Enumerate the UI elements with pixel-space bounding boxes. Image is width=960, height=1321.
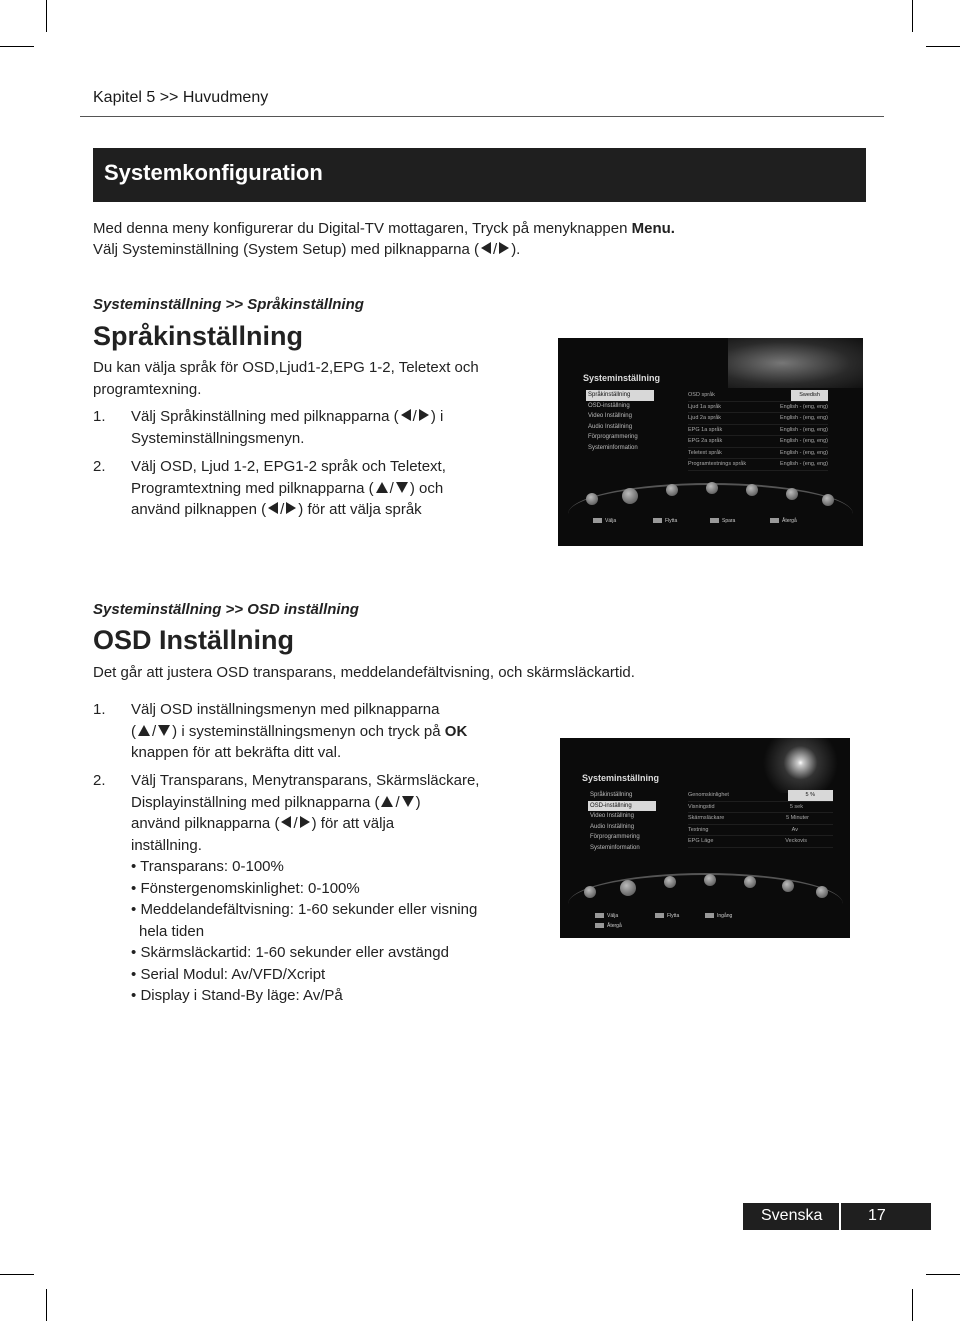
osd-menu [588,790,656,853]
key-icon [770,518,779,523]
key-icon [595,913,604,918]
setting-label: Teletext språk [688,449,722,456]
arrow-up-icon [381,796,393,807]
bullet-text: Meddelandefältvisning: 1-60 sekunder eller visning [140,901,478,918]
setting-value: Swedish [791,390,828,401]
osd-setting-row[interactable] [688,825,833,837]
section2-step1-line2 [131,721,533,743]
osd-title: Systeminställning [582,773,660,783]
osd-footer-move [653,518,677,524]
settings-icon [620,880,636,896]
section1-step1 [93,406,533,449]
bullet-item [131,856,543,878]
section1-desc-line2: programtexning. [93,380,202,398]
setting-value: English - (eng, eng) [780,426,828,433]
osd-footer-enter [705,913,732,919]
bullet-item [131,964,543,986]
page-number: 17 [868,1207,886,1224]
osd-menu-item[interactable]: Förprogrammering [590,834,640,840]
section2-step1 [93,699,533,764]
section1-step2 [93,456,553,521]
osd-footer-back [770,518,797,524]
osd-menu-item[interactable]: OSD-inställning [588,801,656,812]
intro-line-2-end: ). [511,241,521,258]
preview-image [728,338,863,388]
setting-label: EPG 1a språk [688,426,723,433]
screenshot-osd-settings [560,738,850,938]
arrow-right-icon [286,502,296,514]
preview-image [740,738,850,793]
section1-heading: Språkinställning [93,321,304,351]
slash: / [293,815,298,832]
step-number: 1. [93,408,106,425]
crop-mark-tl-v [46,0,47,32]
setting-value: English - (eng, eng) [780,449,828,456]
intro-text [93,218,675,260]
arrow-right-icon [300,816,310,828]
osd-footer-back [595,923,622,929]
intro-line-1-text: Med denna meny konfigurerar du Digital-TV mottagaren, Tryck på menyknappen [93,220,632,237]
crop-mark-tr-h [926,46,960,47]
header-rule [80,116,884,117]
osd-menu-item[interactable]: Video Inställning [588,413,632,419]
key-icon [655,913,664,918]
media-icon [706,482,718,494]
setting-label: Genomskinlighet [688,792,729,798]
step-text: ) för att välja [311,815,395,832]
network-icon [786,488,798,500]
arrow-down-icon [158,725,170,736]
arrow-left-icon [268,502,278,514]
osd-setting-row[interactable] [688,413,828,425]
arrow-up-icon [376,482,388,493]
osd-setting-row[interactable] [688,390,828,402]
bullet-text: Display i Stand-By läge: Av/På [140,987,343,1004]
network-icon [782,880,794,892]
section2-breadcrumb: Systeminställning >> OSD inställning [93,601,359,618]
language-label: Svenska [761,1207,823,1224]
step-number: 2. [93,458,106,475]
intro-line-2 [93,239,675,260]
slash: / [412,408,417,425]
step-text: Displayinställning med pilknapparna ( [131,793,380,811]
setting-value: English - (eng, eng) [780,403,828,410]
osd-settings-list [688,790,833,848]
slash: / [389,479,394,497]
step-text: använd pilknappen ( [131,501,267,518]
osd-settings-list [688,390,828,471]
section2-step1-line1: Välj OSD inställningsmenyn med pilknapparna [131,701,440,718]
media-icon [704,874,716,886]
osd-footer-select [593,518,616,524]
slash: / [395,793,400,811]
osd-title: Systeminställning [583,373,661,383]
osd-menu [586,390,654,453]
section1-step1-line2: Systeminställningsmenyn. [131,429,305,447]
osd-menu-item[interactable]: OSD-inställning [588,402,630,409]
tools-icon [822,494,834,506]
bullet-item [131,878,543,900]
footer-label: Flytta [665,518,678,524]
menu-key-label: Menu. [631,220,675,237]
bullet-icon: • [131,987,137,1004]
setting-label: EPG Läge [688,838,714,844]
paren: ( [131,722,136,740]
step-number: 2. [93,772,106,789]
arrow-up-icon [138,725,150,736]
arrow-right-icon [419,409,429,421]
section1-desc-line1: Du kan välja språk för OSD,Ljud1-2,EPG 1-2, Teletext och [93,359,479,376]
tools-icon [816,886,828,898]
osd-setting-row[interactable] [688,790,833,802]
section2-desc: Det går att justera OSD transparans, meddelandefältvisning, och skärmsläckartid. [93,664,635,681]
key-icon [653,518,662,523]
intro-line-1 [93,218,675,239]
ok-key-label: OK [444,722,468,740]
page-title-bar [93,148,866,202]
bullet-icon: • [131,901,137,918]
bullet-item [131,942,543,964]
bullet-item-continued: hela tiden [139,922,205,940]
section2-step2-line3 [131,813,543,835]
step-text: Programtextning med pilknapparna ( [131,479,374,497]
section1-step2-line3 [131,499,553,521]
osd-menu-item[interactable]: Systeminformation [588,444,638,451]
osd-menu-item[interactable]: Video Inställning [590,813,634,819]
footer-label: Ingång [717,913,733,919]
section1-desc [93,357,533,400]
setting-label: Skärmsläckare [688,815,725,821]
osd-menu-item[interactable]: Systeminformation [590,844,640,851]
section1-step2-line2 [131,478,553,500]
arrow-left-icon [481,242,491,254]
step-text: ) i systeminställningsmenyn och tryck på [172,722,445,740]
game-icon [744,876,756,888]
satellite-icon [586,493,598,505]
arrow-down-icon [396,482,408,493]
language-badge [743,1203,839,1230]
satellite-icon [584,886,596,898]
setting-label: Visningstid [688,803,715,810]
setting-value: 5 sek [789,803,803,810]
arrow-left-icon [281,816,291,828]
setting-value: 5 % [788,790,833,801]
setting-value: English - (eng, eng) [780,438,828,444]
key-icon [710,518,719,523]
arrow-left-icon [401,409,411,421]
intro-line-2-text: Välj Systeminställning (System Setup) med pilknapparna ( [93,241,480,258]
osd-setting-row[interactable] [688,836,833,848]
section1-step2-line1: Välj OSD, Ljud 1-2, EPG1-2 språk och Teletext, [131,458,446,475]
setting-value: English - (eng, eng) [780,461,828,467]
step-text: ) i [430,408,444,425]
setting-value: Av [791,826,798,833]
osd-setting-row[interactable] [688,459,828,471]
osd-menu-item[interactable]: Förprogrammering [588,434,638,440]
tv-icon [666,484,678,496]
footer-label: Återgå [782,518,797,524]
setting-label: EPG 2a språk [688,438,723,444]
footer-label: Återgå [607,923,622,929]
section2-step2-line2 [131,792,543,814]
crop-mark-br-v [912,1289,913,1321]
osd-footer-save [710,518,735,524]
setting-value: Veckovis [785,838,807,844]
crop-mark-bl-h [0,1274,34,1275]
setting-label: Ljud 1a språk [688,403,722,410]
bullet-icon: • [131,965,137,983]
section1-step1-line1 [131,406,533,428]
bullet-icon: • [131,944,137,961]
osd-menu-item[interactable]: Audio Inställning [588,423,633,430]
bullet-text: Transparans: 0-100% [140,858,284,875]
footer-label: Spara [722,518,736,524]
key-icon [593,518,602,523]
osd-setting-row[interactable] [688,448,828,460]
slash: / [152,722,157,740]
settings-icon [622,488,638,504]
step-text: Välj Språkinställning med pilknapparna ( [131,408,399,425]
bullet-item [131,985,543,1007]
step-text: använd pilknapparna ( [131,815,280,832]
page-title: Systemkonfiguration [104,160,323,185]
footer-label: Flytta [667,913,680,919]
crop-mark-bl-v [46,1289,47,1321]
arrow-right-icon [499,242,509,254]
step-text: ) för att välja språk [298,501,422,518]
bullet-item [131,899,543,921]
game-icon [746,484,758,496]
bullet-icon: • [131,858,137,875]
tv-icon [664,876,676,888]
section1-breadcrumb: Systeminställning >> Språkinställning [93,296,364,313]
section2-step2-line4: inställning. [131,836,202,854]
slash: / [280,501,285,518]
page-number-badge [841,1203,931,1230]
osd-setting-row[interactable] [688,802,833,814]
step-text: ) och [409,479,444,497]
setting-value: English - (eng, eng) [780,415,828,421]
setting-value: 5 Minuter [786,815,809,821]
osd-footer-move [655,913,679,919]
setting-label: Ljud 2a språk [688,415,722,421]
osd-setting-row[interactable] [688,402,828,414]
osd-setting-row[interactable] [688,425,828,437]
step-number: 1. [93,701,106,718]
key-icon [595,923,604,928]
arrow-down-icon [402,796,414,807]
bullet-text: Skärmsläckartid: 1-60 sekunder eller avstängd [140,944,449,961]
crop-mark-tl-h [0,46,34,47]
bullet-text: Fönstergenomskinlighet: 0-100% [140,879,360,897]
section2-step2 [93,770,543,1007]
screenshot-language-settings [558,338,863,546]
footer-label: Välja [607,913,619,919]
slash: / [493,241,498,258]
osd-footer-select [595,913,618,919]
osd-setting-row[interactable] [688,813,833,825]
key-icon [705,913,714,918]
bullet-icon: • [131,879,137,897]
section2-step2-line1: Välj Transparans, Menytransparans, Skärmsläckare, [131,772,480,789]
osd-setting-row[interactable] [688,436,828,448]
section2-heading: OSD Inställning [93,625,295,655]
setting-label: OSD språk [688,392,715,398]
bullet-text: Serial Modul: Av/VFD/Xcript [140,965,326,983]
chapter-header: Kapitel 5 >> Huvudmeny [93,89,269,106]
footer-label: Välja [605,518,617,524]
paren: ) [415,793,421,811]
osd-menu-item[interactable]: Språkinställning [590,792,633,798]
osd-menu-item[interactable]: Språkinställning [586,390,654,401]
setting-label: Textning [688,826,709,833]
section2-step1-line3: knappen för att bekräfta ditt val. [131,744,342,761]
osd-menu-item[interactable]: Audio Inställning [590,823,635,830]
crop-mark-br-h [926,1274,960,1275]
setting-label: Programtextnings språk [688,461,747,467]
crop-mark-tr-v [912,0,913,32]
